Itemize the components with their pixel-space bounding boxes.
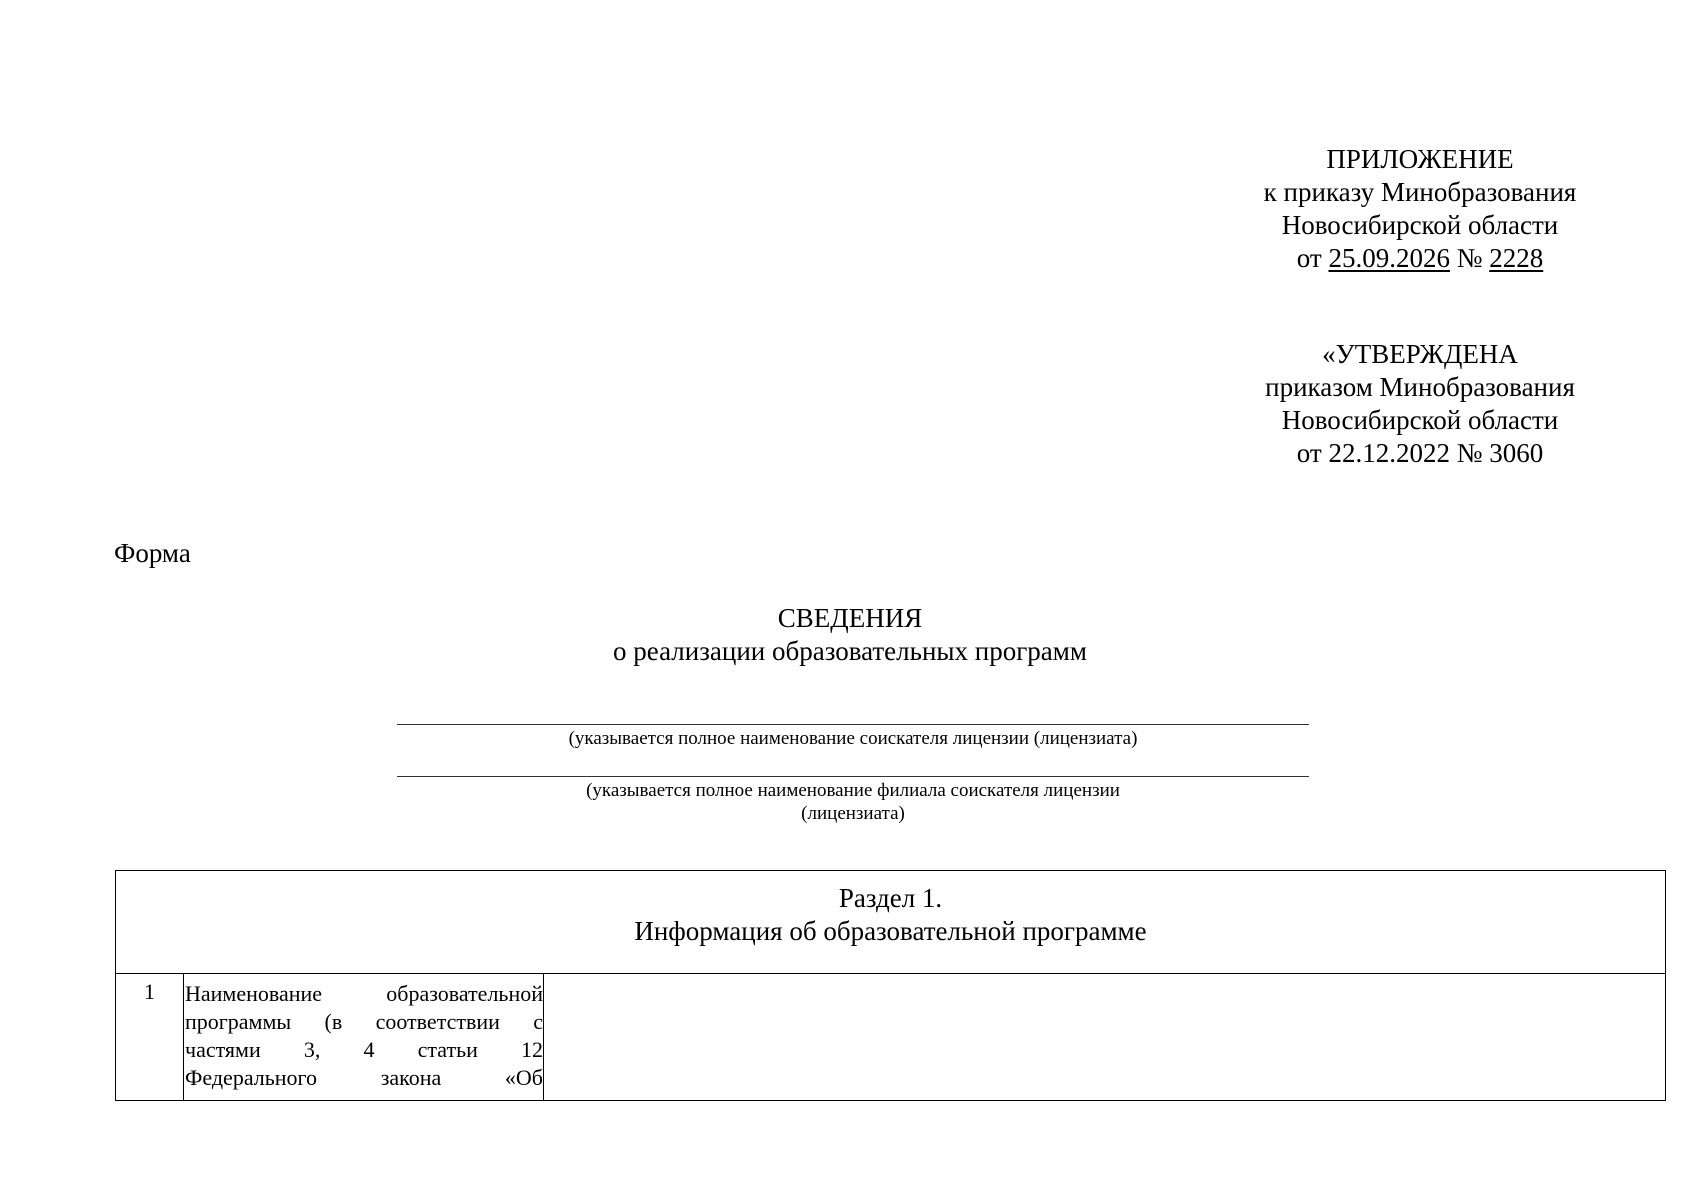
appendix-date-line: [1220, 242, 1620, 275]
form-label: Форма: [114, 538, 191, 568]
appendix-region: Новосибирской области: [1281, 210, 1559, 240]
appendix-number-sign: №: [1456, 243, 1483, 273]
appendix-title: ПРИЛОЖЕНИЕ: [1326, 144, 1514, 174]
appendix-order-ref: к приказу Минобразования: [1263, 177, 1577, 207]
section-table: [115, 870, 1666, 1101]
caption-line: (указывается полное наименование филиала соискателя лицензии: [586, 780, 1120, 801]
section-title: Раздел 1.: [838, 883, 943, 913]
document-title-main: СВЕДЕНИЯ: [777, 603, 923, 633]
approved-title: «УТВЕРЖДЕНА: [1322, 339, 1518, 369]
row-label: [184, 974, 544, 1100]
approved-order-ref: приказом Минобразования: [1265, 372, 1575, 402]
approved-header: [1220, 338, 1620, 470]
licensee-name-field[interactable]: [397, 724, 1309, 725]
branch-name-caption: [397, 779, 1309, 825]
appendix-date-prefix: от: [1296, 243, 1322, 273]
row-label-line: Федерального закона «Об: [185, 1065, 543, 1090]
row-value-cell[interactable]: [544, 974, 1665, 1100]
approved-region: Новосибирской области: [1281, 405, 1559, 435]
document-title-sub: о реализации образовательных программ: [613, 636, 1087, 666]
caption-line: (указывается полное наименование соискателя лицензии (лицензиата): [568, 728, 1138, 749]
document-title: [400, 602, 1300, 668]
branch-name-field[interactable]: [397, 776, 1309, 777]
section-header: [116, 871, 1665, 974]
licensee-name-caption: [397, 727, 1309, 750]
row-label-line: Наименование образовательной: [185, 981, 543, 1006]
row-label-line: программы (в соответствии с: [185, 1009, 543, 1034]
row-number: 1: [116, 974, 184, 1100]
appendix-date: 25.09.2026: [1328, 243, 1450, 273]
approved-date-line: от 22.12.2022 № 3060: [1296, 438, 1544, 468]
row-label-line: частями 3, 4 статьи 12: [185, 1037, 543, 1062]
appendix-number: 2228: [1489, 243, 1544, 273]
section-subtitle: Информация об образовательной программе: [634, 916, 1147, 946]
caption-line: (лицензиата): [801, 803, 905, 824]
appendix-header: [1220, 143, 1620, 275]
